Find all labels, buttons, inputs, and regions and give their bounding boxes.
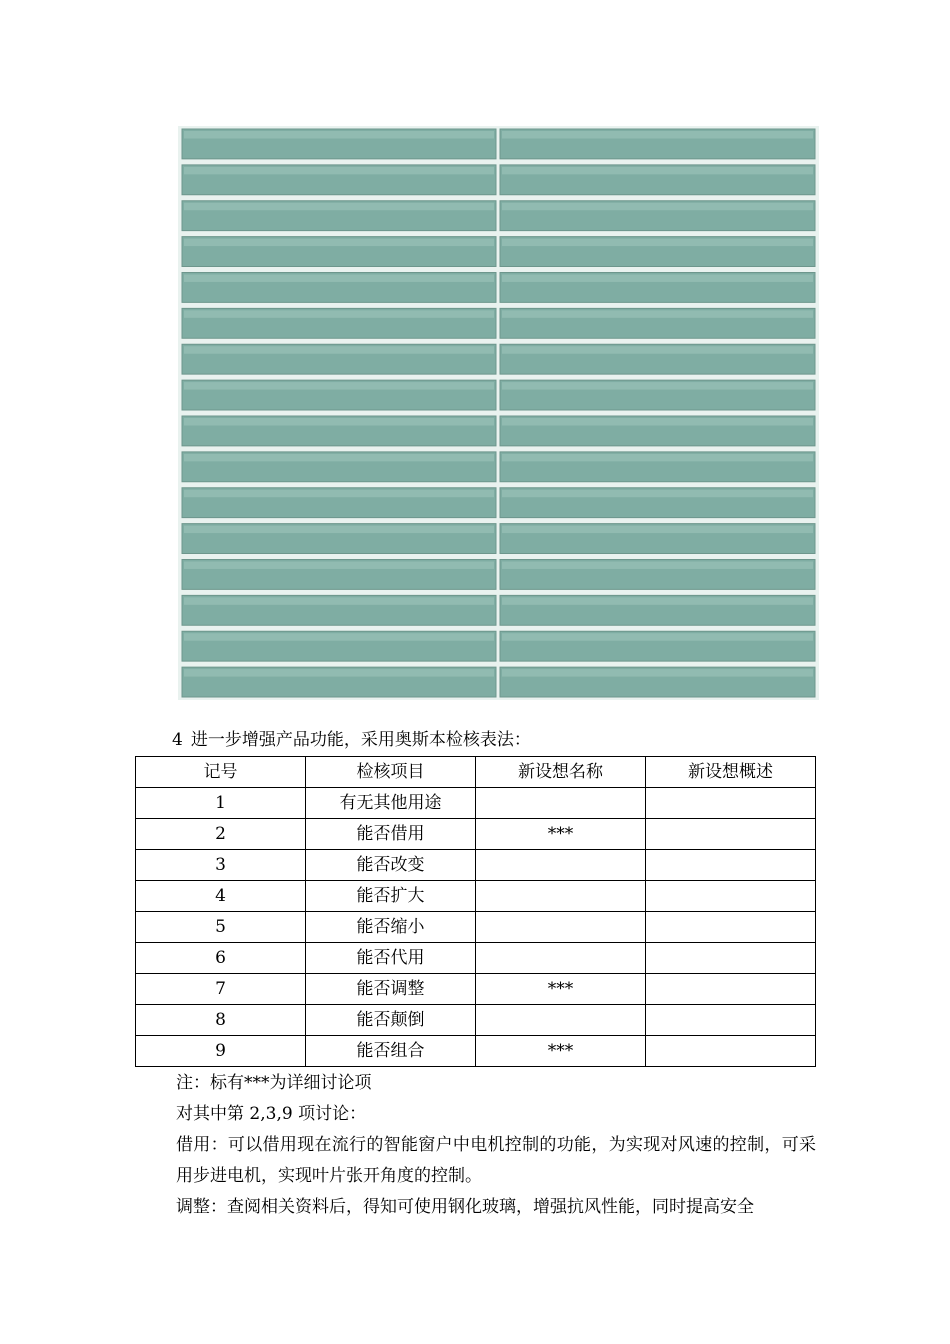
row-summary: [646, 974, 816, 1005]
table-row: [136, 788, 816, 819]
row-id: 1: [136, 788, 306, 819]
section-title: 进一步增强产品功能，采用奥斯本检核表法：: [190, 730, 531, 750]
table-header-row: [136, 757, 816, 788]
row-summary: [646, 1036, 816, 1067]
row-id: 8: [136, 1005, 306, 1036]
table-row: [136, 1036, 816, 1067]
header-name: 新设想名称: [476, 757, 646, 788]
row-item: 能否缩小: [306, 912, 476, 943]
table-row: [136, 943, 816, 974]
osborn-checklist-table: [135, 756, 816, 1067]
row-summary: [646, 912, 816, 943]
header-item: 检核项目: [306, 757, 476, 788]
table-row: [136, 881, 816, 912]
row-summary: [646, 943, 816, 974]
borrow-paragraph: 借用：可以借用现在流行的智能窗户中电机控制的功能，为实现对风速的控制，可采用步进电机，实现叶片张开角度的控制。: [176, 1135, 816, 1186]
row-summary: [646, 1005, 816, 1036]
header-id: 记号: [136, 757, 306, 788]
row-summary: [646, 850, 816, 881]
row-summary: [646, 819, 816, 850]
row-id: 3: [136, 850, 306, 881]
row-item: 能否组合: [306, 1036, 476, 1067]
row-item: 能否扩大: [306, 881, 476, 912]
row-summary: [646, 788, 816, 819]
table-row: [136, 974, 816, 1005]
row-id: 9: [136, 1036, 306, 1067]
row-summary: [646, 881, 816, 912]
table-row: [136, 850, 816, 881]
row-name: [476, 1005, 646, 1036]
glass-tile-mosaic-icon: [178, 126, 819, 700]
row-item: 能否借用: [306, 819, 476, 850]
table-row: [136, 819, 816, 850]
row-item: 能否颠倒: [306, 1005, 476, 1036]
table-row: [136, 912, 816, 943]
row-id: 4: [136, 881, 306, 912]
row-id: 5: [136, 912, 306, 943]
row-name: [476, 850, 646, 881]
row-id: 7: [136, 974, 306, 1005]
row-item: 能否代用: [306, 943, 476, 974]
row-id: 2: [136, 819, 306, 850]
section-number: 4: [172, 730, 183, 750]
row-name: [476, 881, 646, 912]
header-summary: 新设想概述: [646, 757, 816, 788]
row-name: ***: [476, 1036, 646, 1067]
row-item: 有无其他用途: [306, 788, 476, 819]
table-row: [136, 1005, 816, 1036]
row-item: 能否调整: [306, 974, 476, 1005]
row-name: [476, 788, 646, 819]
section-heading: [172, 727, 531, 753]
discussion-intro: 对其中第 2,3,9 项讨论：: [176, 1104, 367, 1124]
adjust-paragraph: 调整：查阅相关资料后，得知可使用钢化玻璃，增强抗风性能，同时提高安全: [176, 1197, 754, 1217]
note-text: 注：标有***为详细讨论项: [176, 1073, 372, 1093]
row-item: 能否改变: [306, 850, 476, 881]
glass-tile-mosaic-image: [178, 126, 819, 700]
row-name: [476, 943, 646, 974]
row-name: ***: [476, 974, 646, 1005]
row-name: [476, 912, 646, 943]
row-id: 6: [136, 943, 306, 974]
row-name: ***: [476, 819, 646, 850]
